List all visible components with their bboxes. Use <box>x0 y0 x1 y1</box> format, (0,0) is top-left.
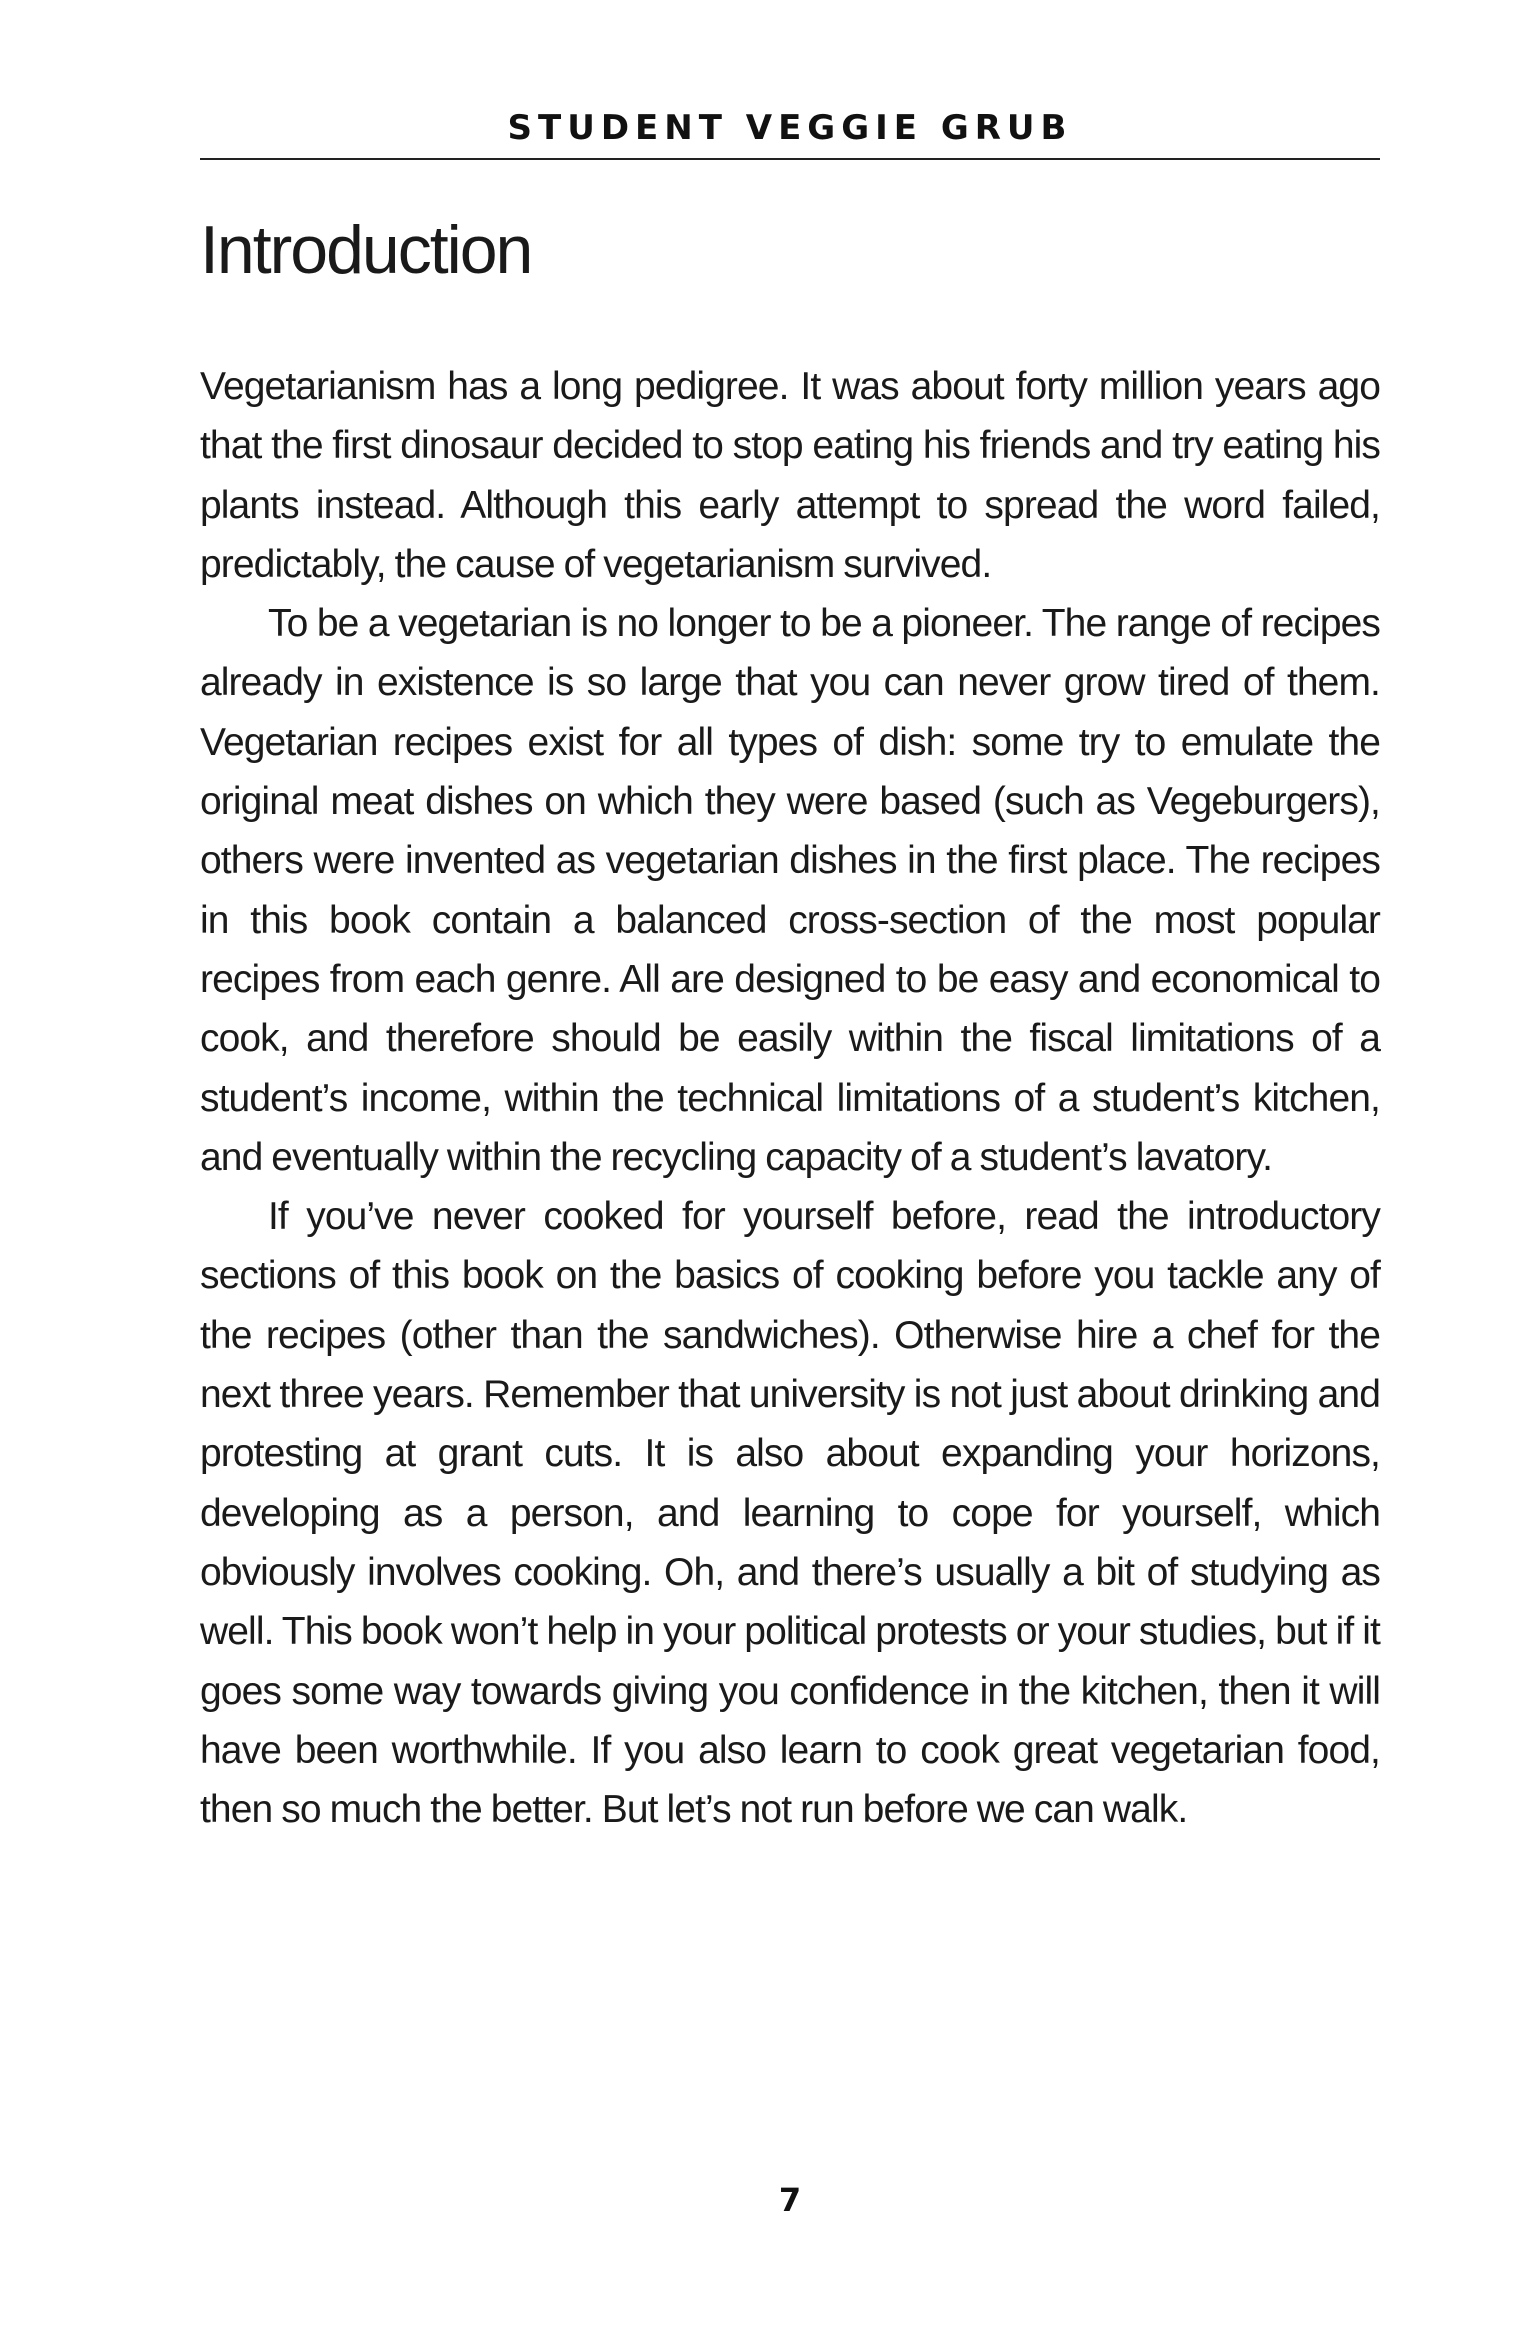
paragraph-3: If you’ve never cooked for yourself before, read the introductory sections of this book on the basics of cooking before you tackle any of the recipes (other than the sandwiches). Otherwise hire a chef for the next three years. Remember that university is not just about drinking and protesting at grant cuts. It is also about expanding your horizons, developing as a person, and learning to cope for yourself, which obviously involves cooking. Oh, and there’s usually a bit of studying as well. This book won’t help in your political protests or your studies, but if it goes some way towards giving you confidence in the kitchen, then it will have been worthwhile. If you also learn to cook great vegetarian food, then so much the better. But let’s not run before we can walk. <box>200 1195 1380 1832</box>
chapter-title: Introduction <box>200 212 532 288</box>
paragraph-1: Vegetarianism has a long pedigree. It was about forty million years ago that the first dinosaur decided to stop eating his friends and try eating his plants instead. Although this early attempt to spread the word failed, predictably, the cause of vegetarianism survived. <box>200 365 1380 586</box>
page-number: 7 <box>778 2181 802 2219</box>
paragraph-2: To be a vegetarian is no longer to be a pioneer. The range of recipes already in existence is so large that you can never grow tired of them. Vegetarian recipes exist for all types of dish: some try to emulate the original meat dishes on which they were based (such as Vegeburgers), others were invented as vegetarian dishes in the first place. The recipes in this book contain a balanced cross-section of the most popular recipes from each genre. All are designed to be easy and economical to cook, and therefore should be easily within the fiscal limitations of a student’s income, within the technical limitations of a student’s kitchen, and eventually within the recycling capacity of a student’s lavatory. <box>200 602 1380 1179</box>
header-rule <box>200 158 1380 160</box>
book-page <box>200 0 1380 2339</box>
running-head: STUDENT VEGGIE GRUB <box>507 108 1073 148</box>
body-text <box>200 357 1380 1839</box>
